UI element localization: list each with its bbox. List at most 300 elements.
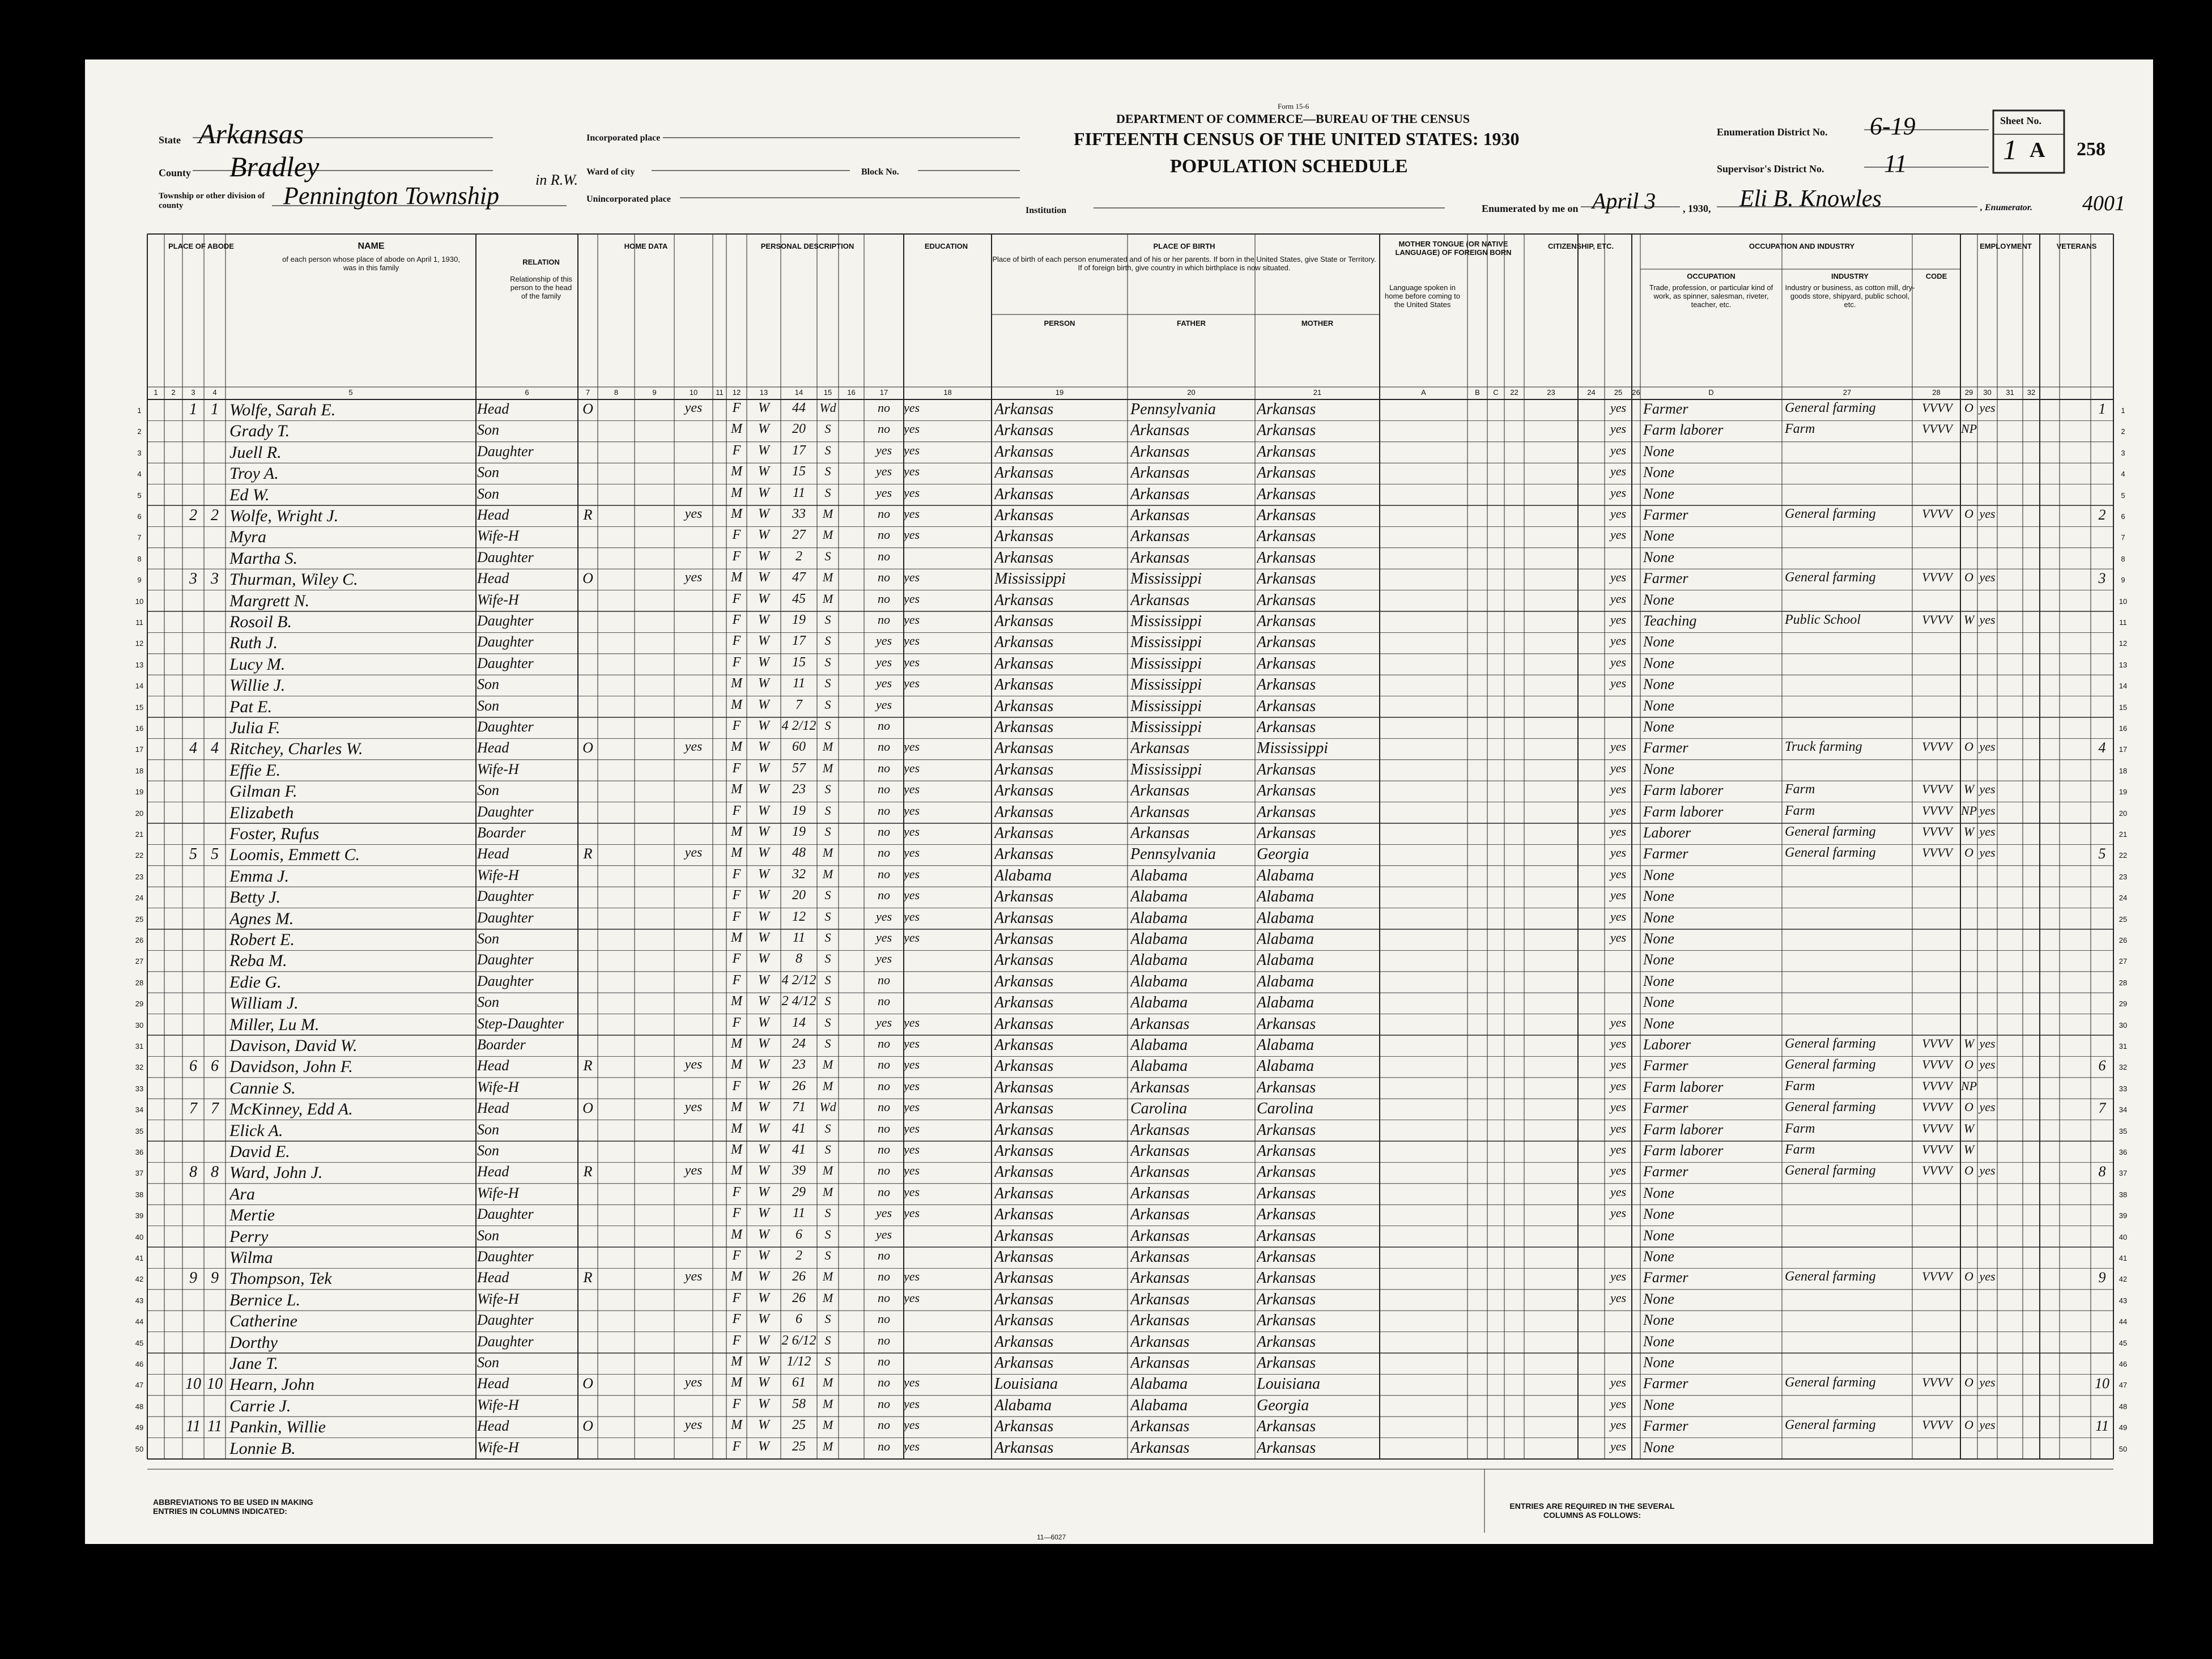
column-number: 6: [525, 388, 529, 397]
cell-read: yes: [904, 760, 920, 775]
cell-mar: S: [824, 612, 831, 627]
cell-occ: None: [1643, 1227, 1674, 1244]
cell-tenure: R: [583, 845, 593, 862]
cell-sex: M: [731, 1354, 742, 1369]
cell-age: 33: [792, 507, 806, 521]
cell-school: yes: [875, 464, 892, 479]
group-education: EDUCATION: [924, 242, 968, 250]
cell-father: Mississippi: [1130, 697, 1202, 715]
cell-mar: S: [824, 994, 831, 1009]
cell-father: Arkansas: [1130, 1333, 1190, 1351]
cell-pob: Alabama: [994, 866, 1052, 884]
cell-pob: Arkansas: [994, 485, 1054, 503]
group-relation: RELATION: [522, 258, 560, 266]
cell-name: Carrie J.: [229, 1396, 291, 1415]
cell-school: no: [878, 1248, 890, 1262]
cell-read: yes: [904, 1036, 920, 1050]
cell-code: VVVV: [1922, 1036, 1952, 1050]
township-note: in R.W.: [535, 172, 578, 188]
cell-mother: Arkansas: [1257, 443, 1316, 461]
line-number: 26: [135, 936, 144, 945]
cell-father: Arkansas: [1130, 548, 1190, 567]
cell-race: W: [758, 782, 769, 797]
cell-work: yes: [1979, 782, 1996, 797]
cell-age: 11: [792, 930, 806, 945]
cell-age: 11: [792, 676, 806, 691]
cell-mar: M: [822, 1290, 833, 1305]
line-number: 28: [2119, 978, 2128, 987]
column-number: 4: [212, 388, 217, 397]
cell-sex: F: [732, 591, 741, 606]
cell-school: no: [878, 888, 890, 903]
cell-cw: O: [1964, 570, 1973, 585]
cell-occ: Farmer: [1643, 570, 1688, 587]
cell-mar: S: [824, 930, 831, 945]
cell-sex: M: [731, 930, 742, 945]
cell-name: Pat E.: [229, 697, 272, 716]
cell-occ: Farm laborer: [1643, 1078, 1724, 1095]
line-number: 2: [2121, 427, 2125, 436]
cell-read: yes: [904, 485, 920, 500]
cell-eng: yes: [1610, 866, 1627, 881]
line-number: 17: [135, 745, 144, 754]
cell-school: no: [878, 1121, 890, 1135]
cell-mother: Georgia: [1257, 1396, 1309, 1414]
cell-code: VVVV: [1922, 1100, 1952, 1114]
cell-race: W: [758, 1057, 769, 1073]
birth-father-header: FATHER: [1176, 319, 1206, 327]
cell-cw: W: [1963, 1142, 1975, 1156]
cell-eng: yes: [1610, 612, 1627, 627]
cell-race: W: [758, 676, 769, 691]
cell-eng: yes: [1610, 443, 1627, 457]
line-number: 29: [135, 999, 144, 1009]
cell-farm: yes: [684, 739, 703, 755]
cell-eng: yes: [1610, 803, 1627, 818]
cell-dw: 7: [189, 1100, 197, 1118]
cell-cw: W: [1963, 1121, 1975, 1135]
cell-occ: None: [1643, 548, 1674, 565]
line-number: 3: [137, 448, 142, 457]
cell-fam: 3: [211, 570, 219, 588]
cell-name: Gilman F.: [229, 782, 297, 801]
cell-ind: Farm: [1785, 422, 1815, 437]
cell-fam: 5: [211, 845, 219, 863]
cell-eng: yes: [1610, 1100, 1627, 1114]
cell-pob: Arkansas: [994, 1121, 1054, 1139]
cell-father: Arkansas: [1130, 1163, 1190, 1181]
cell-read: yes: [904, 1269, 920, 1284]
cell-fam: 2: [211, 507, 219, 524]
cell-mar: M: [822, 528, 833, 542]
cell-mar: S: [824, 951, 831, 966]
cell-mother: Arkansas: [1257, 612, 1316, 630]
cell-read: yes: [904, 1100, 920, 1114]
cell-sex: M: [731, 570, 742, 585]
cell-farm: yes: [684, 1375, 703, 1390]
cell-occ: Farmer: [1643, 1375, 1688, 1392]
cell-pob: Arkansas: [994, 824, 1054, 842]
cell-name: William J.: [229, 994, 299, 1013]
line-number: 23: [135, 872, 144, 881]
cell-rel: Son: [477, 1227, 499, 1244]
cell-school: no: [878, 1439, 890, 1453]
line-number: 37: [2119, 1169, 2128, 1178]
line-number: 39: [135, 1211, 144, 1220]
cell-father: Alabama: [1130, 909, 1188, 927]
cell-rel: Son: [477, 782, 499, 799]
department-line: DEPARTMENT OF COMMERCE—BUREAU OF THE CENSUS: [1116, 112, 1470, 126]
cell-work: yes: [1979, 1036, 1996, 1050]
cell-eng: yes: [1610, 760, 1627, 775]
cell-read: yes: [904, 803, 920, 818]
cell-ind: General farming: [1785, 401, 1876, 415]
cell-sex: F: [732, 1078, 741, 1094]
cell-age: 60: [792, 739, 806, 755]
cell-father: Alabama: [1130, 994, 1188, 1012]
line-number: 41: [135, 1254, 144, 1262]
line-number: 21: [2119, 830, 2128, 839]
cell-mother: Alabama: [1257, 994, 1315, 1012]
cell-father: Arkansas: [1130, 1248, 1190, 1266]
cell-school: yes: [875, 654, 892, 669]
cell-ind: Truck farming: [1785, 739, 1862, 755]
cell-name: Juell R.: [229, 443, 282, 462]
column-number: 16: [847, 388, 856, 397]
cell-cw: O: [1964, 507, 1973, 521]
cell-ind: General farming: [1785, 1269, 1876, 1284]
cell-pob: Arkansas: [994, 994, 1054, 1012]
cell-pob: Arkansas: [994, 782, 1054, 800]
cell-name: Wolfe, Wright J.: [229, 507, 339, 525]
cell-name: Dorthy: [229, 1333, 278, 1352]
cell-pob: Arkansas: [994, 1078, 1054, 1096]
cell-eng: yes: [1610, 1036, 1627, 1050]
cell-fam: 8: [211, 1163, 219, 1181]
cell-fam: 7: [211, 1100, 219, 1118]
line-number: 48: [2119, 1402, 2128, 1411]
cell-race: W: [758, 1439, 769, 1454]
cell-work: yes: [1979, 1100, 1996, 1114]
group-veterans: VETERANS: [2056, 242, 2097, 250]
cell-sex: M: [731, 1036, 742, 1051]
cell-eng: yes: [1610, 422, 1627, 436]
cell-school: no: [878, 803, 890, 818]
cell-farmsch: 6: [2098, 1057, 2106, 1074]
enumerator-code: 4001: [2082, 192, 2125, 215]
cell-eng: yes: [1610, 1269, 1627, 1284]
cell-mar: M: [822, 591, 833, 606]
cell-code: VVVV: [1922, 1269, 1952, 1284]
cell-rel: Daughter: [477, 1312, 534, 1329]
cell-pob: Arkansas: [994, 845, 1054, 863]
cell-father: Arkansas: [1130, 1015, 1190, 1033]
cell-tenure: O: [582, 739, 593, 756]
cell-occ: None: [1643, 718, 1674, 735]
cell-mother: Alabama: [1257, 888, 1315, 906]
cell-pob: Arkansas: [994, 1290, 1054, 1308]
line-number: 8: [2121, 554, 2125, 563]
line-number: 9: [2121, 576, 2125, 585]
cell-rel: Daughter: [477, 1248, 534, 1265]
cell-sex: F: [732, 1206, 741, 1221]
line-number: 49: [2119, 1423, 2128, 1432]
cell-eng: yes: [1610, 1078, 1627, 1093]
cell-mother: Mississippi: [1257, 739, 1329, 758]
cell-name: Wolfe, Sarah E.: [229, 401, 336, 419]
cell-occ: None: [1643, 528, 1674, 545]
cell-rel: Son: [477, 1121, 499, 1138]
line-number: 14: [135, 682, 144, 691]
line-number: 16: [135, 724, 144, 733]
cell-code: VVVV: [1922, 422, 1952, 436]
cell-school: yes: [875, 1206, 892, 1220]
cell-mother: Arkansas: [1257, 401, 1316, 418]
cell-mother: Arkansas: [1257, 1142, 1316, 1160]
cell-race: W: [758, 930, 769, 945]
cell-mar: M: [822, 845, 833, 860]
cell-eng: yes: [1610, 1375, 1627, 1390]
cell-mother: Arkansas: [1257, 718, 1316, 736]
cell-mother: Arkansas: [1257, 1184, 1316, 1202]
cell-father: Arkansas: [1130, 1227, 1190, 1245]
cell-race: W: [758, 1078, 769, 1094]
enumeration-date: April 3: [1592, 188, 1656, 214]
cell-occ: None: [1643, 888, 1674, 905]
cell-read: yes: [904, 507, 920, 521]
occupation-instructions: Trade, profession, or particular kind of work, as spinner, salesman, riveter, teacher, etc.: [1649, 283, 1773, 309]
cell-name: Mertie: [229, 1206, 275, 1225]
sheet-label: Sheet No.: [2000, 115, 2041, 126]
cell-sex: M: [731, 1121, 742, 1136]
cell-race: W: [758, 485, 769, 500]
cell-age: 47: [792, 570, 806, 585]
cell-father: Alabama: [1130, 866, 1188, 884]
cell-occ: Teaching: [1643, 612, 1697, 629]
line-number: 11: [2119, 618, 2127, 627]
cell-age: 27: [792, 528, 806, 543]
cell-school: no: [878, 528, 890, 542]
archive-stamp: 258: [2077, 139, 2105, 160]
line-number: 45: [2119, 1338, 2128, 1347]
cell-cw: O: [1964, 1418, 1973, 1432]
cell-school: yes: [875, 1015, 892, 1030]
cell-pob: Arkansas: [994, 422, 1054, 440]
cell-read: yes: [904, 930, 920, 945]
line-number: 13: [2119, 660, 2128, 669]
cell-father: Arkansas: [1130, 739, 1190, 758]
cell-cw: O: [1964, 1057, 1973, 1072]
cell-farm: yes: [684, 507, 703, 521]
cell-father: Arkansas: [1130, 1439, 1190, 1457]
cell-age: 2: [796, 1248, 802, 1263]
cell-mar: S: [824, 1312, 831, 1326]
cell-fam: 4: [211, 739, 219, 758]
line-number: 7: [137, 533, 142, 542]
cell-father: Arkansas: [1130, 591, 1190, 609]
group-home-data: HOME DATA: [624, 242, 668, 250]
cell-cw: W: [1963, 782, 1975, 797]
line-number: 31: [2119, 1042, 2128, 1050]
census-title: FIFTEENTH CENSUS OF THE UNITED STATES: 1930: [1074, 129, 1520, 149]
cell-pob: Arkansas: [994, 1163, 1054, 1181]
group-citizenship: CITIZENSHIP, ETC.: [1547, 242, 1614, 250]
cell-read: yes: [904, 1375, 920, 1390]
cell-mother: Arkansas: [1257, 1015, 1316, 1033]
line-number: 2: [137, 427, 142, 436]
township-label: Township or other division of county: [159, 192, 265, 210]
census-sheet: [85, 59, 2153, 1544]
enum-district-label: Enumeration District No.: [1717, 126, 1828, 138]
cell-code: VVVV: [1922, 1418, 1952, 1432]
column-number: A: [1421, 388, 1426, 397]
cell-farm: yes: [684, 1163, 703, 1179]
cell-race: W: [758, 718, 769, 733]
cell-eng: yes: [1610, 507, 1627, 521]
cell-rel: Head: [477, 1375, 509, 1392]
schedule-title: POPULATION SCHEDULE: [1170, 156, 1408, 177]
cell-mar: S: [824, 633, 831, 648]
line-number: 30: [2119, 1020, 2128, 1030]
cell-occ: Farmer: [1643, 1100, 1688, 1117]
cell-name: Pankin, Willie: [229, 1418, 326, 1437]
cell-name: McKinney, Edd A.: [229, 1100, 353, 1119]
cell-race: W: [758, 1121, 769, 1136]
cell-ind: General farming: [1785, 1100, 1876, 1115]
cell-occ: Farm laborer: [1643, 1142, 1724, 1159]
institution-label: Institution: [1026, 206, 1067, 215]
line-number: 36: [135, 1148, 144, 1156]
cell-rel: Head: [477, 1163, 509, 1180]
cell-name: Rosoil B.: [229, 612, 292, 631]
column-number: 12: [732, 388, 741, 397]
cell-rel: Son: [477, 485, 499, 502]
cell-ind: Farm: [1785, 803, 1815, 818]
cell-occ: None: [1643, 1333, 1674, 1350]
cell-occ: None: [1643, 909, 1674, 926]
cell-occ: None: [1643, 591, 1674, 608]
cell-read: yes: [904, 866, 920, 881]
cell-father: Mississippi: [1130, 570, 1202, 588]
cell-work: yes: [1979, 824, 1996, 839]
cell-occ: Farmer: [1643, 739, 1688, 756]
cell-eng: yes: [1610, 485, 1627, 500]
cell-mar: S: [824, 824, 831, 839]
cell-race: W: [758, 401, 769, 415]
cell-tenure: O: [582, 1100, 593, 1117]
cell-pob: Arkansas: [994, 1100, 1054, 1118]
cell-dw: 11: [186, 1418, 201, 1436]
column-number: 26: [1632, 388, 1640, 397]
cell-race: W: [758, 760, 769, 776]
cell-code: VVVV: [1922, 739, 1952, 754]
line-number: 32: [135, 1063, 144, 1072]
cell-race: W: [758, 1333, 769, 1348]
cell-eng: yes: [1610, 1206, 1627, 1220]
cell-occ: None: [1643, 1439, 1674, 1456]
cell-age: 26: [792, 1078, 806, 1094]
cell-eng: yes: [1610, 930, 1627, 945]
cell-age: 12: [792, 909, 806, 924]
cell-pob: Arkansas: [994, 612, 1054, 630]
column-number: 8: [614, 388, 619, 397]
line-number: 30: [135, 1020, 144, 1030]
column-number: 7: [585, 388, 590, 397]
cell-name: Elizabeth: [229, 803, 294, 822]
cell-race: W: [758, 1036, 769, 1051]
cell-mar: M: [822, 1269, 833, 1284]
cell-rel: Head: [477, 845, 509, 862]
line-number: 33: [2119, 1084, 2128, 1093]
cell-sex: F: [732, 972, 741, 988]
cell-sex: M: [731, 739, 742, 755]
cell-read: yes: [904, 739, 920, 754]
cell-pob: Arkansas: [994, 909, 1054, 927]
cell-farm: yes: [684, 845, 703, 861]
cell-sex: M: [731, 824, 742, 839]
year-label: , 1930,: [1683, 203, 1711, 214]
cell-pob: Arkansas: [994, 739, 1054, 758]
cell-code: VVVV: [1922, 845, 1952, 860]
cell-mother: Alabama: [1257, 951, 1315, 969]
cell-pob: Arkansas: [994, 760, 1054, 779]
cell-rel: Daughter: [477, 548, 534, 565]
cell-school: yes: [875, 697, 892, 712]
column-number: 27: [1843, 388, 1852, 397]
cell-mar: S: [824, 485, 831, 500]
column-number: 1: [154, 388, 158, 397]
cell-occ: Farm laborer: [1643, 803, 1724, 820]
cell-sex: M: [731, 485, 742, 500]
cell-read: yes: [904, 824, 920, 839]
column-number: 17: [879, 388, 888, 397]
cell-cw: O: [1964, 1375, 1973, 1390]
cell-tenure: O: [582, 570, 593, 587]
cell-farm: yes: [684, 1269, 703, 1284]
cell-name: Effie E.: [229, 760, 280, 780]
cell-occ: Laborer: [1643, 824, 1691, 841]
cell-age: 19: [792, 612, 806, 627]
cell-dw: 8: [189, 1163, 197, 1181]
cell-race: W: [758, 654, 769, 670]
cell-rel: Wife-H: [477, 1184, 519, 1201]
cell-age: 41: [792, 1121, 806, 1136]
township-value: Pennington Township: [283, 182, 499, 210]
cell-read: yes: [904, 782, 920, 797]
cell-rel: Head: [477, 739, 509, 756]
cell-mar: Wd: [819, 1100, 836, 1114]
cell-race: W: [758, 548, 769, 564]
cell-pob: Arkansas: [994, 1015, 1054, 1033]
line-number: 43: [2119, 1296, 2128, 1305]
cell-occ: Farmer: [1643, 507, 1688, 523]
cell-occ: None: [1643, 1248, 1674, 1265]
cell-race: W: [758, 739, 769, 755]
cell-school: no: [878, 422, 890, 436]
cell-read: yes: [904, 422, 920, 436]
cell-read: yes: [904, 888, 920, 903]
cell-sex: F: [732, 1184, 741, 1199]
cell-read: yes: [904, 1396, 920, 1411]
cell-mother: Arkansas: [1257, 676, 1316, 694]
cell-mar: S: [824, 782, 831, 797]
cell-father: Arkansas: [1130, 1078, 1190, 1096]
line-number: 35: [2119, 1126, 2128, 1135]
column-number: 25: [1614, 388, 1623, 397]
line-number: 17: [2119, 745, 2128, 754]
cell-eng: yes: [1610, 654, 1627, 669]
line-number: 26: [2119, 936, 2128, 945]
